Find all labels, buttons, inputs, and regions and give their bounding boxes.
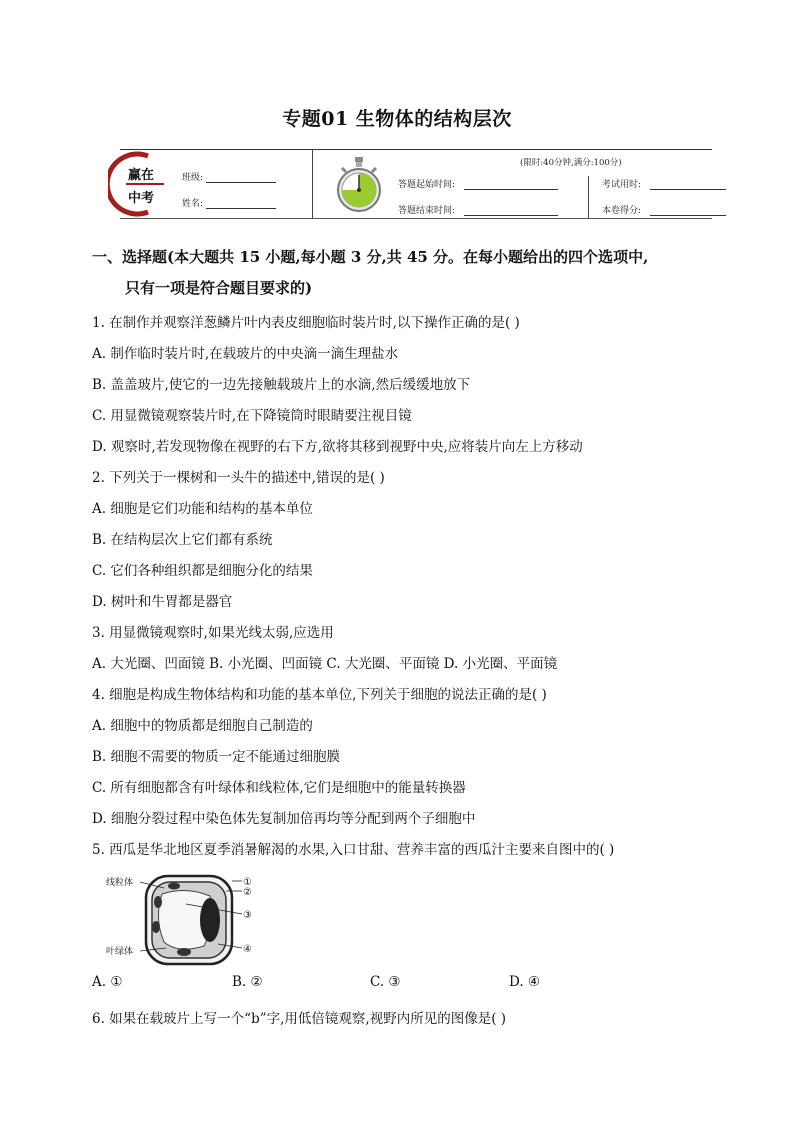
q1-option-c: C. 用显微镜观察装片时,在下降镜筒时眼睛要注视目镜	[92, 408, 412, 424]
plant-cell-diagram	[106, 872, 262, 968]
q2-option-c: C. 它们各种组织都是细胞分化的结果	[92, 563, 313, 579]
question-3: 3. 用显微镜观察时,如果光线太弱,应选用	[92, 625, 334, 641]
time-limit: (限时:40分钟,满分:100分)	[520, 158, 622, 168]
q4-option-c: C. 所有细胞都含有叶绿体和线粒体,它们是细胞中的能量转换器	[92, 780, 466, 796]
q2-option-b: B. 在结构层次上它们都有系统	[92, 532, 273, 548]
header-top-rule	[120, 149, 712, 150]
start-time-blank[interactable]	[464, 180, 558, 190]
section-heading-cont: 只有一项是符合题目要求的)	[125, 279, 313, 297]
exam-header	[108, 146, 708, 222]
q5-option-c: C. ③	[370, 974, 401, 990]
section-heading: 一、选择题(本大题共 15 小题,每小题 3 分,共 45 分。在每小题给出的四个选项中,	[92, 248, 649, 266]
q5-option-b: B. ②	[232, 974, 263, 990]
logo	[108, 150, 174, 218]
end-time-label: 答题结束时间:	[398, 206, 456, 216]
question-1: 1. 在制作并观察洋葱鳞片叶内表皮细胞临时装片时,以下操作正确的是( )	[92, 315, 520, 331]
score-field	[602, 203, 726, 216]
stopwatch-icon	[336, 156, 382, 214]
label-3: ③	[243, 910, 252, 921]
start-time-label: 答题起始时间:	[398, 180, 456, 190]
question-5: 5. 西瓜是华北地区夏季消暑解渴的水果,入口甘甜、营养丰富的西瓜汁主要来自图中的( )	[92, 842, 615, 858]
question-4: 4. 细胞是构成生物体结构和功能的基本单位,下列关于细胞的说法正确的是( )	[92, 687, 547, 703]
q1-option-b: B. 盖盖玻片,使它的一边先接触载玻片上的水滴,然后缓缓地放下	[92, 377, 471, 393]
name-label: 姓名:	[182, 199, 204, 209]
q5-option-a: A. ①	[92, 974, 123, 990]
q5-option-d: D. ④	[509, 974, 541, 990]
label-mitochondria: 线粒体	[106, 878, 134, 888]
class-blank[interactable]	[206, 173, 276, 183]
name-blank[interactable]	[206, 199, 276, 209]
end-time-field	[398, 203, 558, 216]
score-label: 本卷得分:	[602, 206, 642, 216]
end-time-blank[interactable]	[464, 206, 558, 216]
label-2: ②	[243, 887, 252, 898]
class-field	[182, 170, 276, 183]
q3-options: A. 大光圈、凹面镜 B. 小光圈、凹面镜 C. 大光圈、平面镜 D. 小光圈、平面镜	[92, 656, 558, 672]
q4-option-a: A. 细胞中的物质都是细胞自己制造的	[92, 718, 313, 734]
q4-option-d: D. 细胞分裂过程中染色体先复制加倍再均等分配到两个子细胞中	[92, 811, 476, 827]
logo-text-1: 赢在	[128, 168, 155, 183]
question-2: 2. 下列关于一棵树和一头牛的描述中,错误的是( )	[92, 470, 385, 486]
class-label: 班级:	[182, 173, 204, 183]
page-title: 专题01 生物体的结构层次	[282, 108, 512, 130]
logo-text-2: 中考	[128, 191, 155, 206]
header-bottom-rule	[120, 218, 712, 219]
q4-option-b: B. 细胞不需要的物质一定不能通过细胞膜	[92, 749, 341, 765]
q1-option-d: D. 观察时,若发现物像在视野的右下方,欲将其移到视野中央,应将装片向左上方移动	[92, 439, 583, 455]
used-time-label: 考试用时:	[602, 180, 642, 190]
q2-option-d: D. 树叶和牛胃都是器官	[92, 594, 233, 610]
name-field	[182, 196, 276, 209]
label-4: ④	[243, 944, 252, 955]
start-time-field	[398, 177, 558, 190]
q1-option-a: A. 制作临时装片时,在载玻片的中央滴一滴生理盐水	[92, 346, 399, 362]
question-6: 6. 如果在载玻片上写一个“b”字,用低倍镜观察,视野内所见的图像是( )	[92, 1011, 507, 1027]
label-chloroplast: 叶绿体	[106, 947, 134, 957]
used-time-field	[602, 177, 726, 190]
header-divider-right	[588, 176, 589, 219]
score-blank[interactable]	[650, 206, 726, 216]
header-divider	[312, 149, 313, 219]
q2-option-a: A. 细胞是它们功能和结构的基本单位	[92, 501, 313, 517]
used-time-blank[interactable]	[650, 180, 726, 190]
label-1: ①	[243, 877, 252, 888]
